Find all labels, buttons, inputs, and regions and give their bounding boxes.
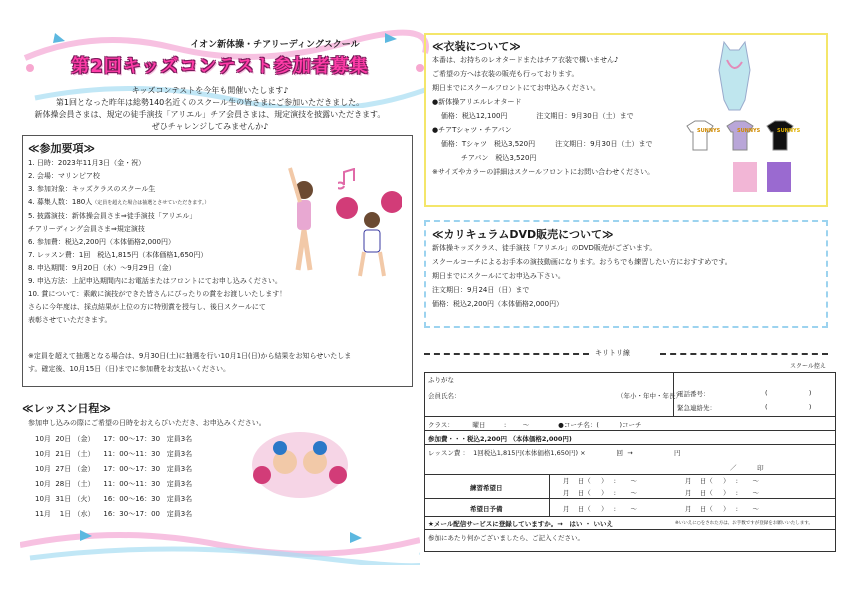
dvd-heading: ≪カリキュラムDVD販売について≫ [432, 228, 614, 241]
emergency-field[interactable]: ( ) [765, 403, 812, 411]
list-item: 10月 21日 （土） 11：00～11：30 定員3名 [35, 450, 193, 458]
costume-line: ●新体操アリエルレオタード [432, 98, 522, 106]
form-row-fee [425, 431, 835, 445]
intro-line: 新体操会員さまは、規定の徒手演技「アリエル」チア会員さまは、規定演技を披露いただきます。 [34, 110, 386, 119]
list-item: 表彰させていただきます。 [28, 316, 112, 324]
form-row-delivery [425, 517, 835, 530]
dvd-line: 価格：税込2,200円（本体価格2,000円） [432, 300, 564, 308]
remarks-field[interactable]: 参加にあたり何かございましたら、ご記入ください。 [428, 534, 584, 542]
phone-field[interactable]: ( ) [765, 389, 812, 397]
intro-text [30, 85, 390, 133]
organization-name: イオン新体操・チアリーディングスクール [190, 40, 360, 50]
lesson-fee-field[interactable]: レッスン費 ： 1回税込1,815円(本体価格1,650円) × 回 → 円 [428, 449, 681, 457]
cut-label: キリトリ線 [595, 349, 630, 357]
list-item: 1. 日時：2023年11月3日（金・祝） [28, 159, 146, 167]
dvd-line: スクールコーチによるお手本の演技動画になります。おうちでも練習したい方におすすめです。 [432, 258, 732, 266]
page-title: 第2回キッズコンテスト参加者募集 [71, 56, 369, 77]
capacity-note: （定員を超えた場合は抽選とさせていただきます。） [92, 200, 210, 206]
mail-delivery-question[interactable]: ★メール配信サービスに登録していますか。→ はい ・ いいえ [428, 520, 613, 528]
dvd-line: 注文期日：9月24日（日）まで [432, 286, 530, 294]
shirt-label: SUNNYS [777, 128, 801, 134]
lesson-schedule-list [35, 432, 192, 522]
dvd-line: 新体操キッズクラス、徒手演技「アリエル」のDVD販売がございます。 [432, 244, 657, 252]
intro-line: 第1回となった昨年は総勢140名近くのスクール生の皆さまにご参加いただきました。 [55, 98, 365, 107]
spare-slot[interactable]: 月 日（ ） : ～ [685, 505, 759, 513]
list-item: 10月 20日 （金） 17：00～17：30 定員3名 [35, 435, 193, 443]
spare-date-label: 希望日予備 [470, 505, 503, 513]
costume-line: 期日までにスクールフロントにてお申込みください。 [432, 84, 600, 92]
requirements-heading: ≪参加要項≫ [28, 142, 96, 155]
list-item: 11月 1日 （水） 16：30～17：00 定員3名 [35, 510, 193, 518]
costume-heading: ≪衣装について≫ [432, 40, 521, 53]
intro-line: キッズコンテストを今年も開催いたします♪ [131, 86, 289, 95]
mail-delivery-note: ※いいえに○をされた方は、お手数ですが登録をお願いいたします。 [675, 521, 813, 526]
list-item: 8. 申込期間：9月20日（水）～9月29日（金） [28, 264, 176, 272]
shirt-label: SUNNYS [697, 128, 721, 134]
list-item: 2. 会場：マリンピア校 [28, 172, 100, 180]
fee-text: 参加費・・・税込2,200円 （本体価格2,000円) [428, 435, 572, 443]
list-item: 10月 27日 （金） 17：00～17：30 定員3名 [35, 465, 193, 473]
list-item: 6. 参加費：税込2,200円（本体価格2,000円） [28, 238, 175, 246]
note-line: す。確定後、10月15日（日)までに参加費をお支払いください。 [28, 365, 230, 373]
wish-slot[interactable]: 月 日（ ） : ～ [685, 477, 759, 485]
costume-line: 本番は、お持ちのレオタードまたはチア衣装で構いません♪ [432, 56, 619, 64]
dvd-details [432, 241, 732, 311]
list-item: 7. レッスン費：1回 税込1,815円（本体価格1,650円） [28, 251, 208, 259]
form-row-wish [425, 475, 835, 499]
spare-slot[interactable]: 月 日（ ） : ～ [563, 505, 637, 513]
costume-details [432, 53, 654, 179]
wish-slot[interactable]: 月 日（ ） : ～ [563, 477, 637, 485]
wish-date-label: 練習希望日 [470, 484, 503, 492]
phone-label[interactable]: 電話番号： [677, 390, 710, 398]
form-row-spare [425, 499, 835, 517]
wish-slot[interactable]: 月 日（ ） : ～ [563, 489, 637, 497]
list-item: 10月 28日 （土） 11：00～11：30 定員3名 [35, 480, 193, 488]
dvd-line: 期日までにスクールにてお申込み下さい。 [432, 272, 565, 280]
note-line: ※定員を超えて抽選となる場合は、9月30日(土)に抽選を行い10月1日(日)から結果をお知らせいたしま [28, 352, 352, 360]
costume-line: ご希望の方へは衣装の販売も行っております。 [432, 70, 579, 78]
lesson-description: 参加申し込みの際にご希望の日時をおえらびいただき、お申込みください。 [28, 419, 266, 427]
costume-line: 価格：Tシャツ 税込3,520円 注文期日：9月30日（土）まで [432, 140, 653, 148]
list-item: 3. 参加対象：キッズクラスのスクール生 [28, 185, 156, 193]
list-item: 5. 披露演技：新体操会員さま⇒徒手演技「アリエル」 [28, 212, 197, 220]
member-name-label[interactable]: 会員氏名： [428, 392, 461, 400]
list-item-text: 4. 募集人数：180人 [28, 198, 93, 206]
cut-line [424, 353, 589, 355]
list-item: 10. 賞について：素敵に演技ができた皆さんにぴったりの賞をお渡しいたします！ [28, 290, 287, 298]
leotard-image [712, 40, 757, 115]
list-item: 10月 31日 （火） 16：00～16：30 定員3名 [35, 495, 193, 503]
school-copy-label: スクール控え [790, 363, 826, 370]
shirt-label: SUNNYS [737, 128, 761, 134]
wish-slot[interactable]: 月 日（ ） : ～ [685, 489, 759, 497]
form-row-name [425, 373, 835, 417]
furigana-label: ふりがな [428, 376, 454, 384]
form-row-class [425, 417, 835, 431]
costume-line: 価格：税込12,100円 注文期日：9月30日（土）まで [432, 112, 634, 120]
costume-line: チアパン 税込3,520円 [432, 154, 537, 162]
age-group-options[interactable]: （年小・年中・年長） [617, 392, 682, 400]
list-item: 9. 申込方法：上記申込期間内にお電話またはフロントにてお申し込みください。 [28, 277, 282, 285]
form-row-lesson-fee [425, 445, 835, 475]
date-stamp-field[interactable]: ／ 印 [730, 464, 764, 472]
lesson-heading: ≪レッスン日程≫ [22, 402, 111, 415]
application-form [424, 372, 836, 552]
costume-line: ※サイズやカラーの詳細はスクールフロントにお問い合わせください。 [432, 168, 655, 176]
lottery-note [28, 350, 408, 376]
list-item: チアリーディング会員さま⇒規定演技 [28, 225, 145, 233]
cut-line [660, 353, 828, 355]
class-field[interactable]: クラス： 曜日 : ～ ●コーチ名：( )コーチ [428, 421, 642, 429]
intro-line: ぜひチャレンジしてみませんか♪ [151, 122, 269, 131]
kids-photo [250, 430, 350, 500]
list-item: さらに今年度は、採点結果が上位の方に特別賞を授与し、後日スクールにて [28, 303, 266, 311]
music-note-icon [338, 168, 358, 190]
footer-decoration [20, 520, 420, 565]
emergency-label[interactable]: 緊急連絡先： [677, 404, 716, 412]
costume-line: ●チアTシャツ・チアパン [432, 126, 512, 134]
